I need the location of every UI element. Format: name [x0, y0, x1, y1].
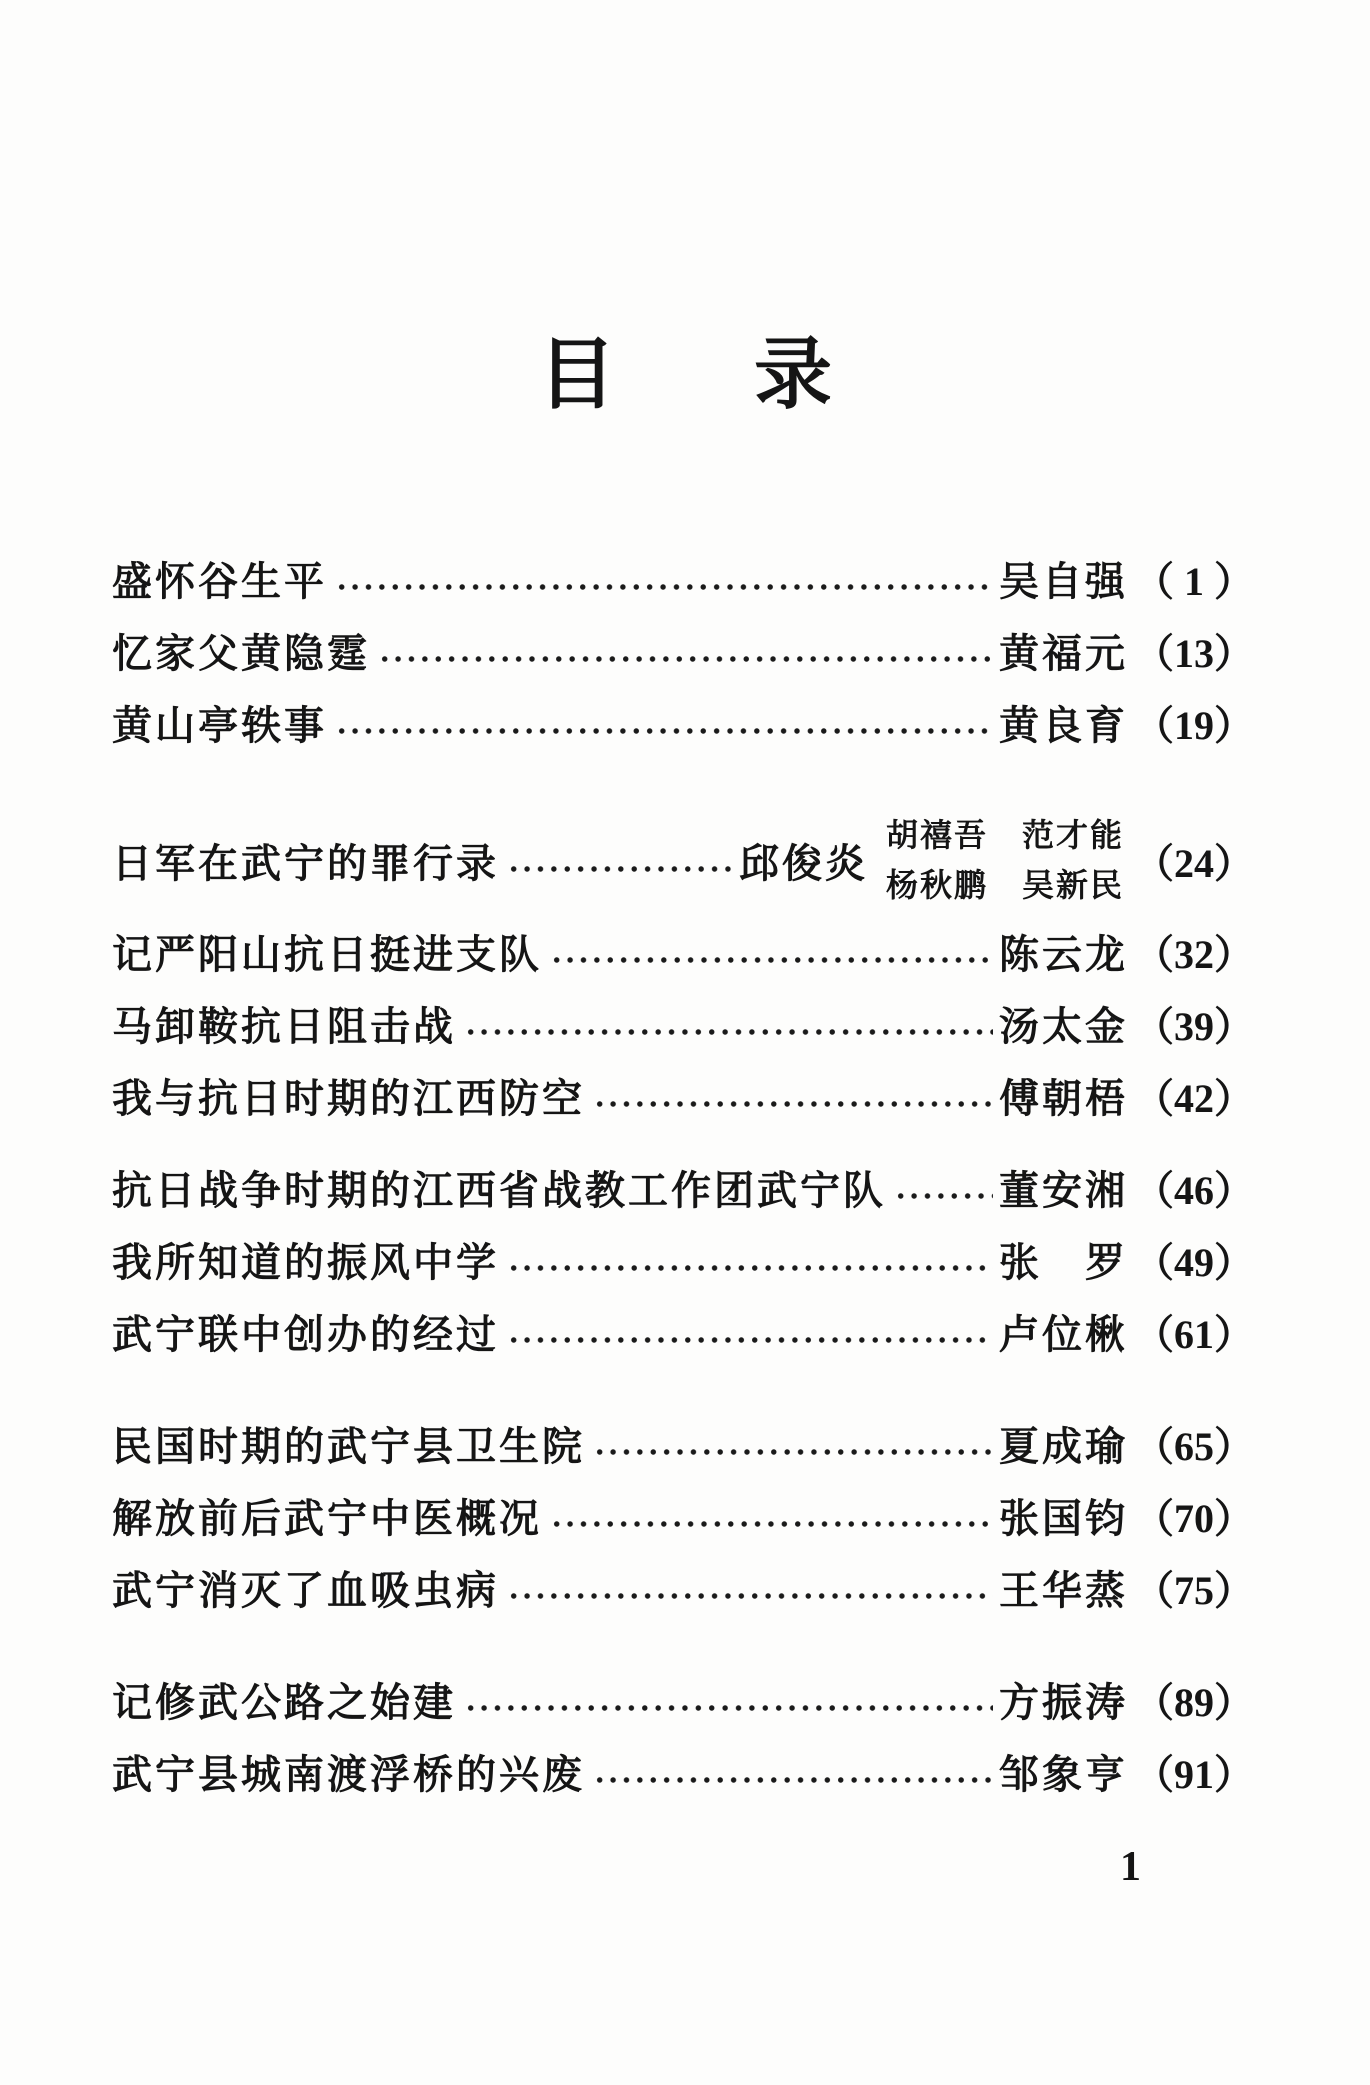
dotted-leader	[335, 582, 993, 592]
entry-author: 卢位楸	[999, 1311, 1128, 1357]
toc-group-3	[112, 1151, 1258, 1367]
toc-group-2	[112, 805, 1258, 1131]
entry-page-number: （61）	[1134, 1311, 1254, 1357]
toc-entry	[112, 1663, 1258, 1735]
entry-page-number: （ 1 ）	[1134, 558, 1254, 604]
dotted-leader	[894, 1191, 993, 1201]
entry-author: 张国钧	[999, 1495, 1128, 1541]
entry-title: 抗日战争时期的江西省战教工作团武宁队	[112, 1167, 886, 1213]
entry-author: 吴自强	[999, 558, 1128, 604]
toc-entry	[112, 1407, 1258, 1479]
dotted-leader	[507, 1591, 993, 1601]
entry-title: 民国时期的武宁县卫生院	[112, 1423, 585, 1469]
dotted-leader	[464, 1027, 993, 1037]
entry-page-number: （19）	[1134, 702, 1254, 748]
entry-page-number: （75）	[1134, 1567, 1254, 1613]
toc-list	[112, 542, 1258, 1807]
entry-title: 记严阳山抗日挺进支队	[112, 931, 542, 977]
entry-page-number: （91）	[1134, 1751, 1254, 1797]
entry-title: 我所知道的振风中学	[112, 1239, 499, 1285]
dotted-leader	[507, 1335, 993, 1345]
toc-entry	[112, 1551, 1258, 1623]
entry-author: 邹象亨	[999, 1751, 1128, 1797]
toc-entry	[112, 987, 1258, 1059]
toc-entry	[112, 1151, 1258, 1223]
toc-group-1	[112, 542, 1258, 758]
dotted-leader	[593, 1447, 993, 1457]
entry-coauthors-row: 胡禧吾 范才能	[885, 817, 1124, 853]
entry-author: 方振涛	[999, 1679, 1128, 1725]
toc-entry	[112, 542, 1258, 614]
entry-title: 盛怀谷生平	[112, 558, 327, 604]
entry-author: 黄福元	[999, 630, 1128, 676]
entry-page-number: （46）	[1134, 1167, 1254, 1213]
entry-title: 解放前后武宁中医概况	[112, 1495, 542, 1541]
entry-author: 董安湘	[999, 1167, 1128, 1213]
dotted-leader	[335, 726, 993, 736]
entry-coauthors	[886, 810, 1124, 910]
dotted-leader	[378, 654, 993, 664]
dotted-leader	[507, 1263, 993, 1273]
entry-author: 傅朝梧	[999, 1075, 1128, 1121]
page-title-text: 目录	[537, 331, 970, 418]
entry-title: 忆家父黄隐霆	[112, 630, 370, 676]
toc-group-4	[112, 1407, 1258, 1623]
dotted-leader	[507, 864, 733, 874]
entry-title: 马卸鞍抗日阻击战	[112, 1003, 456, 1049]
toc-entry	[112, 614, 1258, 686]
entry-page-number: （39）	[1134, 1003, 1254, 1049]
entry-title: 武宁县城南渡浮桥的兴废	[112, 1751, 585, 1797]
entry-page-number: （89）	[1134, 1679, 1254, 1725]
entry-page-number: （13）	[1134, 630, 1254, 676]
toc-entry	[112, 1223, 1258, 1295]
toc-entry	[112, 915, 1258, 987]
toc-entry	[112, 1479, 1258, 1551]
entry-author: 陈云龙	[999, 931, 1128, 977]
toc-entry	[112, 1059, 1258, 1131]
dotted-leader	[550, 955, 993, 965]
entry-title: 记修武公路之始建	[112, 1679, 456, 1725]
entry-page-number: （42）	[1134, 1075, 1254, 1121]
entry-author: 夏成瑜	[999, 1423, 1128, 1469]
entry-coauthors-row: 杨秋鹏 吴新民	[885, 867, 1124, 903]
dotted-leader	[593, 1775, 993, 1785]
entry-page-number: （70）	[1134, 1495, 1254, 1541]
entry-author: 汤太金	[999, 1003, 1128, 1049]
entry-title: 黄山亭轶事	[112, 702, 327, 748]
entry-page-number: （32）	[1134, 931, 1254, 977]
dotted-leader	[593, 1099, 993, 1109]
dotted-leader	[550, 1519, 993, 1529]
entry-title: 日军在武宁的罪行录	[112, 840, 499, 886]
toc-entry	[112, 686, 1258, 758]
entry-author: 邱俊炎	[738, 840, 868, 886]
entry-author: 王华蒸	[999, 1567, 1128, 1613]
page-title	[0, 0, 1370, 418]
entry-title: 武宁消灭了血吸虫病	[112, 1567, 499, 1613]
toc-entry	[112, 1295, 1258, 1367]
entry-title: 武宁联中创办的经过	[112, 1311, 499, 1357]
folio-page-number: 1	[1120, 1844, 1141, 1890]
entry-title: 我与抗日时期的江西防空	[112, 1075, 585, 1121]
entry-page-number: （24）	[1134, 840, 1254, 886]
entry-author: 黄良育	[999, 702, 1128, 748]
entry-author: 张 罗	[999, 1239, 1128, 1285]
toc-entry	[112, 1735, 1258, 1807]
toc-entry-multi-author	[112, 805, 1258, 915]
entry-page-number: （65）	[1134, 1423, 1254, 1469]
dotted-leader	[464, 1703, 993, 1713]
entry-page-number: （49）	[1134, 1239, 1254, 1285]
toc-group-5	[112, 1663, 1258, 1807]
